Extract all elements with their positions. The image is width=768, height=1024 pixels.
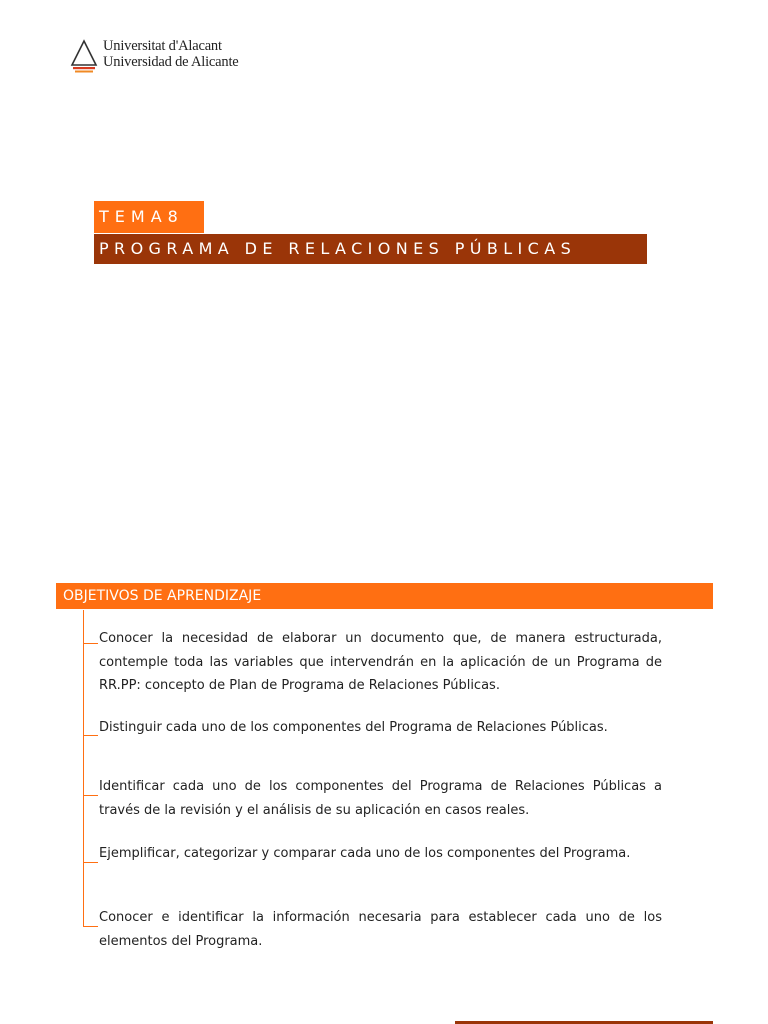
objective-item-2: Distinguir cada uno de los componentes del Programa de Relaciones Públicas.: [99, 720, 608, 735]
objective-tick: [83, 862, 98, 863]
objective-tick: [83, 795, 98, 796]
objective-tick: [83, 643, 98, 644]
university-name-valencian: Universitat d'Alacant: [103, 38, 222, 54]
objective-item-4: Ejemplificar, categorizar y comparar cada uno de los componentes del Programa.: [99, 846, 631, 861]
university-name: [103, 38, 239, 70]
university-logo-icon: [70, 39, 98, 73]
objective-item-3: Identificar cada uno de los componentes del Programa de Relaciones Públicas a través de la revisión y el análisis de su aplicación en casos reales.: [99, 779, 662, 818]
objectives-heading: OBJETIVOS DE APRENDIZAJE: [56, 583, 713, 609]
objective-tick: [83, 926, 98, 927]
university-name-spanish: Universidad de Alicante: [103, 54, 239, 70]
page-title: PROGRAMA DE RELACIONES PÚBLICAS: [94, 234, 647, 264]
objective-tick: [83, 735, 98, 736]
objectives-connector-line: [83, 610, 84, 927]
objective-item-1: Conocer la necesidad de elaborar un documento que, de manera estructurada, contemple toda las variables que intervendrán en la aplicación de un Programa de RR.PP: concepto de Plan de Programa de Relaciones Públicas.: [99, 631, 662, 693]
university-logo: [70, 38, 239, 73]
tema-label: TEMA8: [94, 201, 204, 233]
objective-item-5: Conocer e identificar la información necesaria para establecer cada uno de los elementos del Programa.: [99, 910, 662, 949]
